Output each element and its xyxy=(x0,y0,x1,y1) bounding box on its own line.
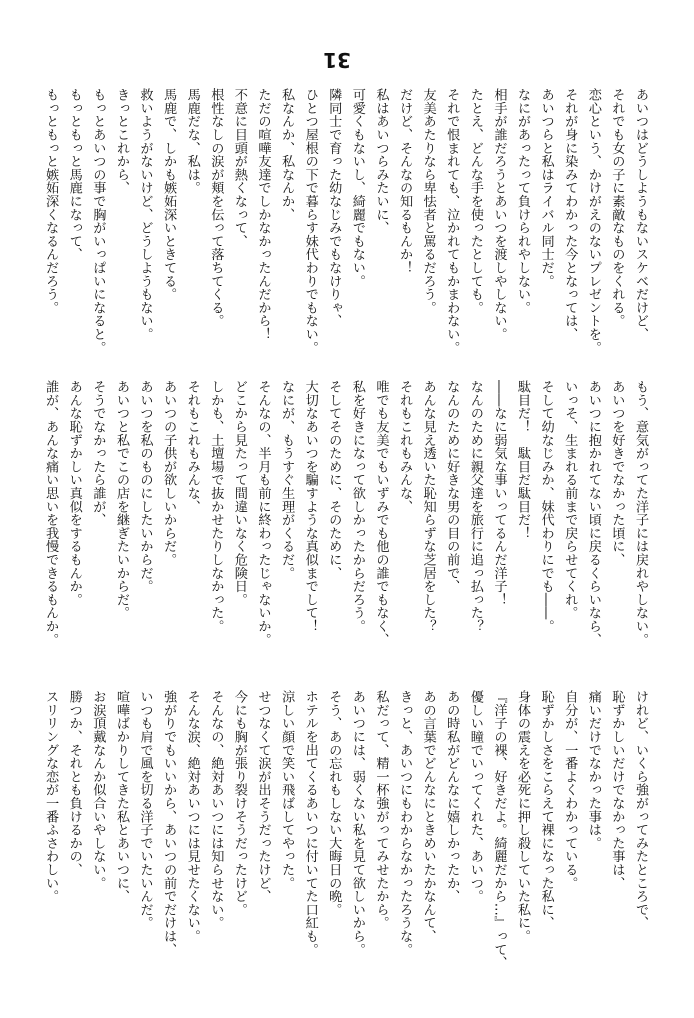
text-line: スリリングな恋が一番ふさわしい。 xyxy=(43,690,59,903)
text-line: お涙頂戴なんか似合いやしない。 xyxy=(90,690,106,890)
text-line: あいつの子供が欲しいからだ。 xyxy=(161,380,177,567)
text-line: 隣同士で育った幼なじみでもなけりゃ、 xyxy=(326,88,342,328)
text-line: あいつらと私はライバル同士だ。 xyxy=(538,88,554,288)
text-line: 今にも胸が張り裂けそうだったけど。 xyxy=(231,690,247,917)
text-line: 自分が、一番よくわかっている。 xyxy=(562,690,578,890)
text-block-middle xyxy=(38,380,652,680)
text-line: 馬鹿だな、私は。 xyxy=(184,88,200,195)
text-line: 私を好きになって欲しかったからだろう。 xyxy=(349,380,365,633)
text-line: そんなの、半月も前に終わったじゃないか。 xyxy=(255,380,271,646)
text-line: あの時私がどんなに嬉しかったか、 xyxy=(444,690,460,903)
text-line: しかも、土壇場で抜かせたりしなかった。 xyxy=(208,380,224,633)
text-line: 涼しい顔で笑い飛ばしてやった。 xyxy=(279,690,295,890)
text-line: なんのために好きな男の目の前で、 xyxy=(444,380,460,593)
text-line: 『洋子の裸、好きだよ。綺麗だから…』って、 xyxy=(491,690,507,970)
text-line: どこから見たって間違いなく危険日。 xyxy=(231,380,247,607)
text-line: ひとつ屋根の下で暮らす妹代わりでもない。 xyxy=(302,88,318,354)
text-block-top xyxy=(38,88,652,388)
text-line: そして幼なじみか、妹代わりにでも――。 xyxy=(538,380,554,633)
text-line: 私だって、精一杯強がってみせたから。 xyxy=(373,690,389,930)
text-line: なにが、もうすぐ生理がくるだ。 xyxy=(279,380,295,580)
text-line: それでも女の子に素敵なものをくれる。 xyxy=(609,88,625,328)
text-line: ただの喧嘩友達でしかなかったんだから！ xyxy=(255,88,271,341)
text-line: ――なに弱気な事いってるんだ洋子！ xyxy=(491,380,507,607)
text-line: そう、あの忘れもしない大晦日の晩。 xyxy=(326,690,342,917)
text-line: それで恨まれても、泣かれてもかまわない。 xyxy=(444,88,460,354)
text-line: あいつに抱かれてない頃に戻るくらいなら、 xyxy=(585,380,601,646)
text-line: あいつはどうしようもないスケベだけど、 xyxy=(633,88,648,341)
text-line: 身体の震えを必死に押し殺していた私に。 xyxy=(515,690,531,943)
text-line: 恥ずかしいだけでなかった事は、 xyxy=(609,690,625,890)
text-line: もう、意気がってた洋子には戻れやしない。 xyxy=(633,380,648,646)
text-line: なんのために親父達を旅行に追っ払った？ xyxy=(467,380,483,633)
text-block-bottom xyxy=(38,690,652,990)
text-line: たとえ、どんな手を使ったとしても。 xyxy=(467,88,483,315)
text-line: 可愛くもないし、綺麗でもない。 xyxy=(349,88,365,288)
text-line: 大切なあいつを騙すような真似までして！ xyxy=(302,380,318,633)
text-line: そんな涙、絶対あいつには見せたくない。 xyxy=(184,690,200,943)
text-line: 強がりでもいいから、あいつの前でだけは、 xyxy=(161,690,177,956)
text-line: あんな恥ずかしい真似をするもんか。 xyxy=(66,380,82,607)
text-line: 駄目だ！ 駄目だ駄目だ！ xyxy=(515,380,531,540)
text-line: もっともっと馬鹿になって、 xyxy=(66,88,82,261)
text-line: きっとこれから、 xyxy=(113,88,129,195)
text-line: 恥ずかしさをこらえて裸になった私に、 xyxy=(538,690,554,930)
text-line: 私はあいつらみたいに、 xyxy=(373,88,389,235)
text-line: 友美あたりなら卑怯者と罵るだろう。 xyxy=(420,88,436,315)
text-line: 私なんか、私なんか、 xyxy=(279,88,295,221)
text-line: あいつを好きでなかった頃に、 xyxy=(609,380,625,567)
text-line: もっとあいつの事で胸がいっぱいになると。 xyxy=(90,88,106,354)
text-line: 恋心という、かけがえのないプレゼントを。 xyxy=(585,88,601,354)
text-line: 不意に目頭が熱くなって、 xyxy=(231,88,247,248)
text-line: あいつと私でこの店を継ぎたいからだ。 xyxy=(113,380,129,620)
text-line: 救いようがないけど、どうしようもない。 xyxy=(137,88,153,341)
text-line: けれど、いくら強がってみたところで、 xyxy=(633,690,648,930)
text-line: 喧嘩ばかりしてきた私とあいつに、 xyxy=(113,690,129,903)
text-line: 優しい瞳でいってくれた、あいつ。 xyxy=(467,690,483,903)
text-line: 誰が、あんな痛い思いを我慢できるもんか。 xyxy=(43,380,59,646)
text-line: そんなの、絶対あいつには知らせない。 xyxy=(208,690,224,930)
text-line: もっともっと嫉妬深くなるんだろう。 xyxy=(43,88,59,315)
text-line: そしてそのために、そのために、 xyxy=(326,380,342,580)
text-line: 相手が誰だろうとあいつを渡しやしない。 xyxy=(491,88,507,341)
text-line: 唯でも友美でもいずみでも他の誰でもなく、 xyxy=(373,380,389,646)
text-line: せつなくて涙が出そうだったけど、 xyxy=(255,690,271,903)
text-line: だけど、そんなの知るもんか！ xyxy=(397,88,413,275)
text-line: いっそ、生まれる前まで戻らせてくれ。 xyxy=(562,380,578,620)
page-number: 31 xyxy=(323,48,351,72)
text-line: あいつには、弱くない私を見て欲しいから。 xyxy=(349,690,365,956)
text-line: それが身に染みてわかった今となっては、 xyxy=(562,88,578,341)
text-line: なにがあったって負けられやしない。 xyxy=(515,88,531,315)
text-line: ホテルを出てくるあいつに付いてた口紅も。 xyxy=(302,690,318,956)
text-line: 勝つか、それとも負けるかの、 xyxy=(66,690,82,877)
text-line: きっと、あいつにもわからなかったろうな。 xyxy=(397,690,413,956)
text-line: それもこれもみんな、 xyxy=(397,380,413,513)
text-line: いつも肩で風を切る洋子でいたいんだ。 xyxy=(137,690,153,930)
text-line: 馬鹿で、しかも嫉妬深いときてる。 xyxy=(161,88,177,301)
text-line: それもこれもみんな、 xyxy=(184,380,200,513)
text-line: あの言葉でどんなにときめいたかなんて、 xyxy=(420,690,436,943)
text-line: あんな見え透いた恥知らずな芝居をした？ xyxy=(420,380,436,633)
text-line: 痛いだけでなかった事は。 xyxy=(585,690,601,850)
text-line: 根性なしの涙が頬を伝って落ちてくる。 xyxy=(208,88,224,328)
text-line: あいつを私のものにしたいからだ。 xyxy=(137,380,153,593)
text-line: そうでなかったら誰が、 xyxy=(90,380,106,527)
